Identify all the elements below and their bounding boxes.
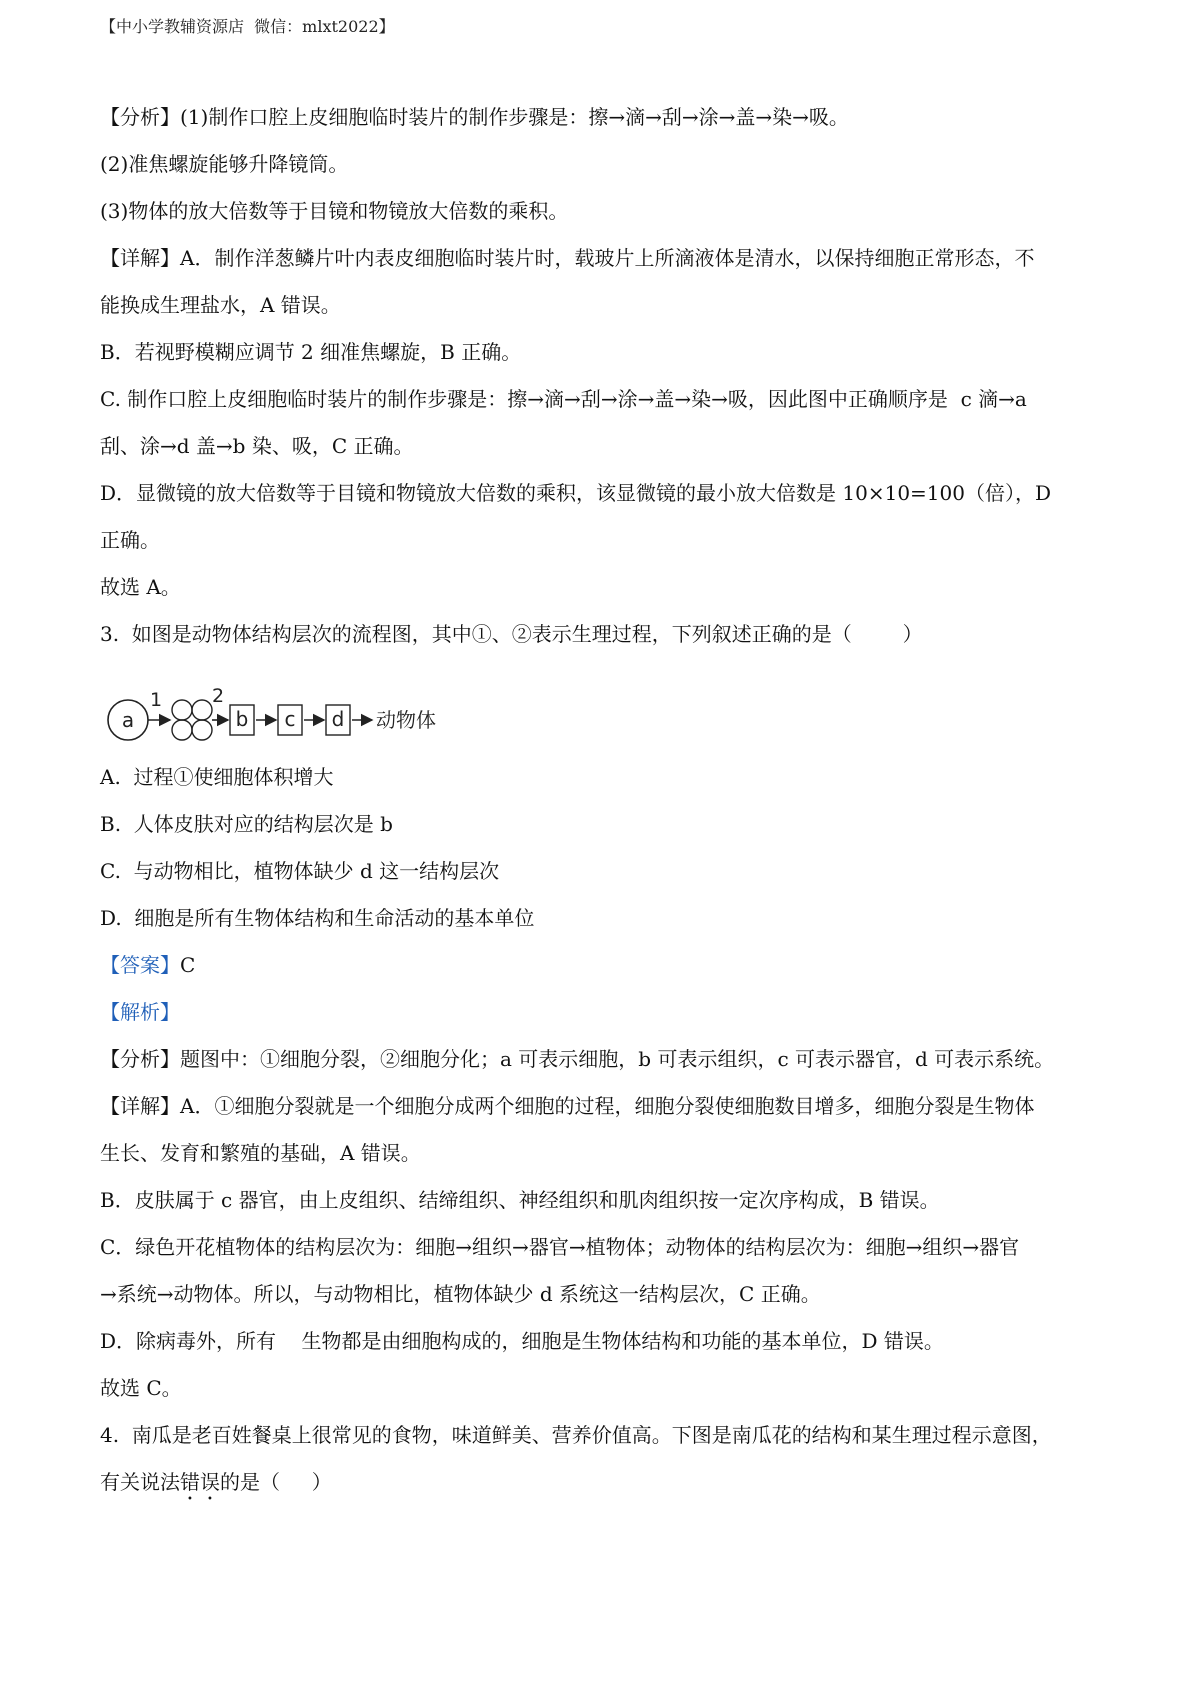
q3-stem: 3. 如图是动物体结构层次的流程图，其中①、②表示生理过程，下列叙述正确的是（ ） — [100, 622, 923, 646]
q3-detail-a-cont: 生长、发育和繁殖的基础，A 错误。 — [100, 1141, 421, 1165]
q2-detail-b: B．若视野模糊应调节 2 细准焦螺旋，B 正确。 — [100, 340, 522, 364]
q3-conclusion: 故选 C。 — [100, 1376, 182, 1400]
q3-detail-d: D．除病毒外，所有 生物都是由细胞构成的，细胞是生物体结构和功能的基本单位，D 错误。 — [100, 1329, 944, 1353]
q3-option-c: C. 与动物相比，植物体缺少 d 这一结构层次 — [100, 859, 500, 883]
q2-detail-c: C. 制作口腔上皮细胞临时装片的制作步骤是：擦→滴→刮→涂→盖→染→吸，因此图中正确顺序是 c 滴→a — [100, 387, 1027, 411]
q2-analysis-line: (3)物体的放大倍数等于目镜和物镜放大倍数的乘积。 — [100, 199, 569, 223]
end-label: 动物体 — [376, 708, 436, 732]
q3-jiexi-label: 【解析】 — [100, 1000, 180, 1024]
q4-stem-post: 的是（ ） — [220, 1470, 332, 1494]
q2-conclusion: 故选 A。 — [100, 575, 181, 599]
document-body — [100, 94, 1055, 1506]
box-d-label: d — [331, 707, 345, 731]
step1-label: 1 — [149, 689, 163, 711]
q2-detail-a-cont: 能换成生理盐水，A 错误。 — [100, 293, 341, 317]
q2-detail-d-cont: 正确。 — [100, 528, 160, 552]
q3-detail-a: 【详解】A．①细胞分裂就是一个细胞分成两个细胞的过程，细胞分裂使细胞数目增多，细胞分裂是生物体 — [100, 1094, 1035, 1118]
step2-label: 2 — [211, 685, 225, 707]
q3-option-b: B. 人体皮肤对应的结构层次是 b — [100, 812, 393, 836]
q2-analysis-line: (2)准焦螺旋能够升降镜筒。 — [100, 152, 349, 176]
q2-detail-a: 【详解】A．制作洋葱鳞片叶内表皮细胞临时装片时，载玻片上所滴液体是清水，以保持细胞正常形态，不 — [100, 246, 1035, 270]
divided-cells — [172, 700, 212, 740]
answer-value: C — [180, 953, 196, 977]
q4-stem-cont — [100, 1459, 1020, 1506]
watermark: 【中小学教辅资源店 微信：mlxt2022】 — [100, 17, 395, 36]
flow-diagram-svg — [100, 664, 460, 750]
q2-analysis-line: 【分析】(1)制作口腔上皮细胞临时装片的制作步骤是：擦→滴→刮→涂→盖→染→吸。 — [100, 105, 849, 129]
answer-label: 【答案】 — [100, 953, 180, 977]
q4-stem-pre: 有关说法 — [100, 1470, 180, 1494]
box-b-label: b — [235, 707, 249, 731]
structure-flow-diagram — [100, 664, 1020, 750]
cell-label: a — [121, 708, 135, 732]
q3-analysis: 【分析】题图中：①细胞分裂，②细胞分化；a 可表示细胞，b 可表示组织，c 可表示器官，d 可表示系统。 — [100, 1047, 1055, 1071]
q4-stem: 4. 南瓜是老百姓餐桌上很常见的食物，味道鲜美、营养价值高。下图是南瓜花的结构和某生理过程示意图， — [100, 1423, 1052, 1447]
q2-detail-d: D．显微镜的放大倍数等于目镜和物镜放大倍数的乘积，该显微镜的最小放大倍数是 10×10=100（倍），D — [100, 481, 1052, 505]
q3-option-a: A. 过程①使细胞体积增大 — [100, 765, 334, 789]
q3-detail-c-cont: →系统→动物体。所以，与动物相比，植物体缺少 d 系统这一结构层次，C 正确。 — [100, 1282, 821, 1306]
q3-option-d: D. 细胞是所有生物体结构和生命活动的基本单位 — [100, 906, 535, 930]
box-c-label: c — [284, 707, 296, 731]
q3-detail-b: B．皮肤属于 c 器官，由上皮组织、结缔组织、神经组织和肌肉组织按一定次序构成，B 错误。 — [100, 1188, 940, 1212]
q3-answer — [100, 942, 1020, 989]
q2-detail-c-cont: 刮、涂→d 盖→b 染、吸，C 正确。 — [100, 434, 414, 458]
q3-detail-c: C．绿色开花植物体的结构层次为：细胞→组织→器官→植物体；动物体的结构层次为：细胞→组织→器官 — [100, 1235, 1020, 1259]
q4-stem-emphasis: 错误 — [180, 1470, 220, 1494]
